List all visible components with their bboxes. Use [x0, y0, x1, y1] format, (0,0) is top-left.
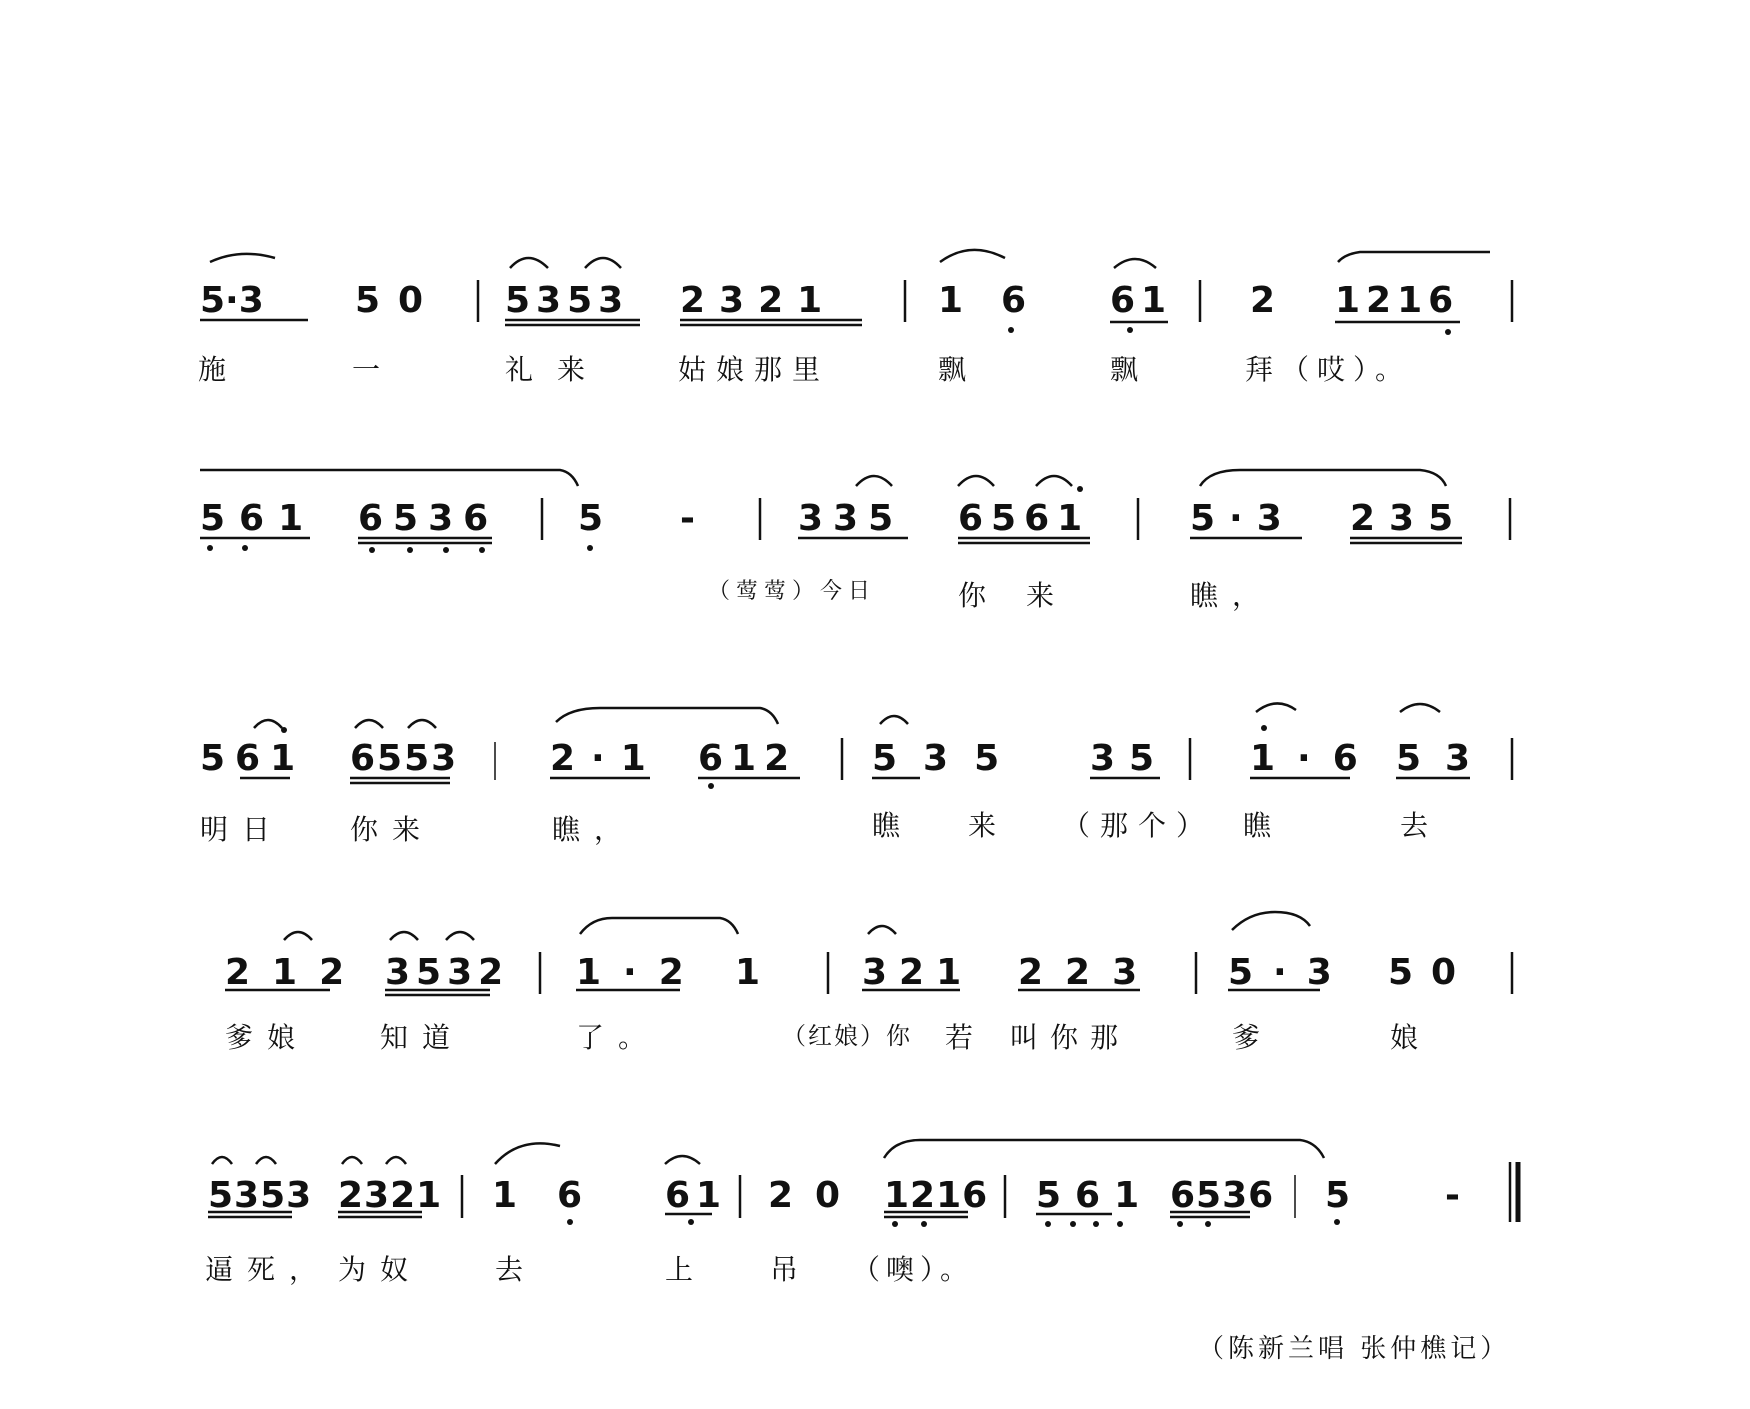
- note-group: 321: [862, 952, 974, 993]
- lyric: 姑娘那里: [678, 353, 831, 386]
- lyric: 叫你那: [1010, 1021, 1131, 1054]
- note-group: 2321: [680, 280, 837, 321]
- lyric: 飘: [1110, 353, 1153, 386]
- note-group: 535: [872, 738, 1026, 779]
- note-group: 2321: [338, 1175, 443, 1216]
- note-group: 235: [1350, 498, 1468, 539]
- note-group: 561: [1036, 1175, 1154, 1216]
- note-group: 5·3: [200, 280, 264, 321]
- lyric: （噢）。: [852, 1253, 975, 1286]
- note-group: 1216: [1335, 280, 1460, 321]
- lyric: 知道: [380, 1021, 465, 1054]
- lyric: 去: [1400, 809, 1443, 842]
- lyric: 飘: [938, 353, 981, 386]
- note-group: 223: [1018, 952, 1160, 993]
- lyric: （那个）: [1062, 809, 1215, 842]
- lyric: 瞧: [872, 809, 915, 842]
- lyric: 施: [198, 353, 241, 386]
- note-group: 561: [200, 738, 306, 779]
- note-group: 61: [1110, 280, 1173, 321]
- note-group: 1: [735, 952, 761, 993]
- lyric: 爹娘: [225, 1021, 310, 1054]
- note-group: 2: [1250, 280, 1276, 321]
- note-group: 2·1: [550, 738, 662, 779]
- note-group: 16: [938, 280, 1065, 321]
- lyric: 瞧，: [552, 813, 637, 846]
- lyric: 你来: [350, 813, 435, 846]
- note-group: 50: [1388, 952, 1475, 993]
- lyric: 吊: [770, 1253, 813, 1286]
- note-group: 1·6: [1250, 738, 1380, 779]
- lyric: 逼死，: [205, 1253, 332, 1286]
- lyric: 若: [945, 1021, 988, 1054]
- note-group: 5353: [208, 1175, 313, 1216]
- note-group: -: [680, 498, 695, 539]
- note-group: 5·3: [1190, 498, 1296, 539]
- note-group: 6553: [350, 738, 459, 779]
- lyric: 一: [352, 353, 395, 386]
- note-group: 6536: [358, 498, 499, 539]
- lyric: 为奴: [338, 1253, 423, 1286]
- note-group: 561: [200, 498, 318, 539]
- note-group: 212: [225, 952, 367, 993]
- lyric: （红娘）你: [782, 1022, 912, 1050]
- lyric: 上: [665, 1253, 708, 1286]
- note-group: 16: [492, 1175, 623, 1216]
- lyric: 爹: [1232, 1021, 1275, 1054]
- note-group: 3532: [385, 952, 510, 993]
- lyric: 明日: [200, 813, 285, 846]
- note-group: 61: [665, 1175, 728, 1216]
- lyric: 来: [968, 809, 1011, 842]
- note-group: 35: [1090, 738, 1169, 779]
- lyric: 拜（哎）。: [1245, 353, 1412, 386]
- lyric: 瞧: [1243, 809, 1286, 842]
- note-group: 6536: [1170, 1175, 1275, 1216]
- note-group: 5·3: [1228, 952, 1352, 993]
- credit-line: （陈新兰唱 张仲樵记）: [1198, 1334, 1511, 1364]
- note-group: 50: [355, 280, 442, 321]
- note-group: 1216: [884, 1175, 989, 1216]
- note-group: 6561: [958, 498, 1091, 539]
- note-group: 5: [1325, 1175, 1351, 1216]
- lyric: 了。: [576, 1021, 661, 1054]
- note-group: 53: [1396, 738, 1495, 779]
- note-group: -: [1445, 1175, 1460, 1216]
- note-group: 1·2: [576, 952, 706, 993]
- lyric: 你来: [958, 579, 1095, 612]
- lyric: 娘: [1390, 1021, 1433, 1054]
- note-group: 335: [798, 498, 904, 539]
- lyric: 瞧，: [1190, 579, 1275, 612]
- note-group: 5: [578, 498, 604, 539]
- lyric: 礼来: [505, 353, 610, 386]
- lyric: 去: [495, 1253, 538, 1286]
- note-group: 612: [698, 738, 798, 779]
- note-group: 5353: [505, 280, 630, 321]
- note-group: 20: [768, 1175, 863, 1216]
- lyric: （莺莺）今日: [708, 579, 877, 604]
